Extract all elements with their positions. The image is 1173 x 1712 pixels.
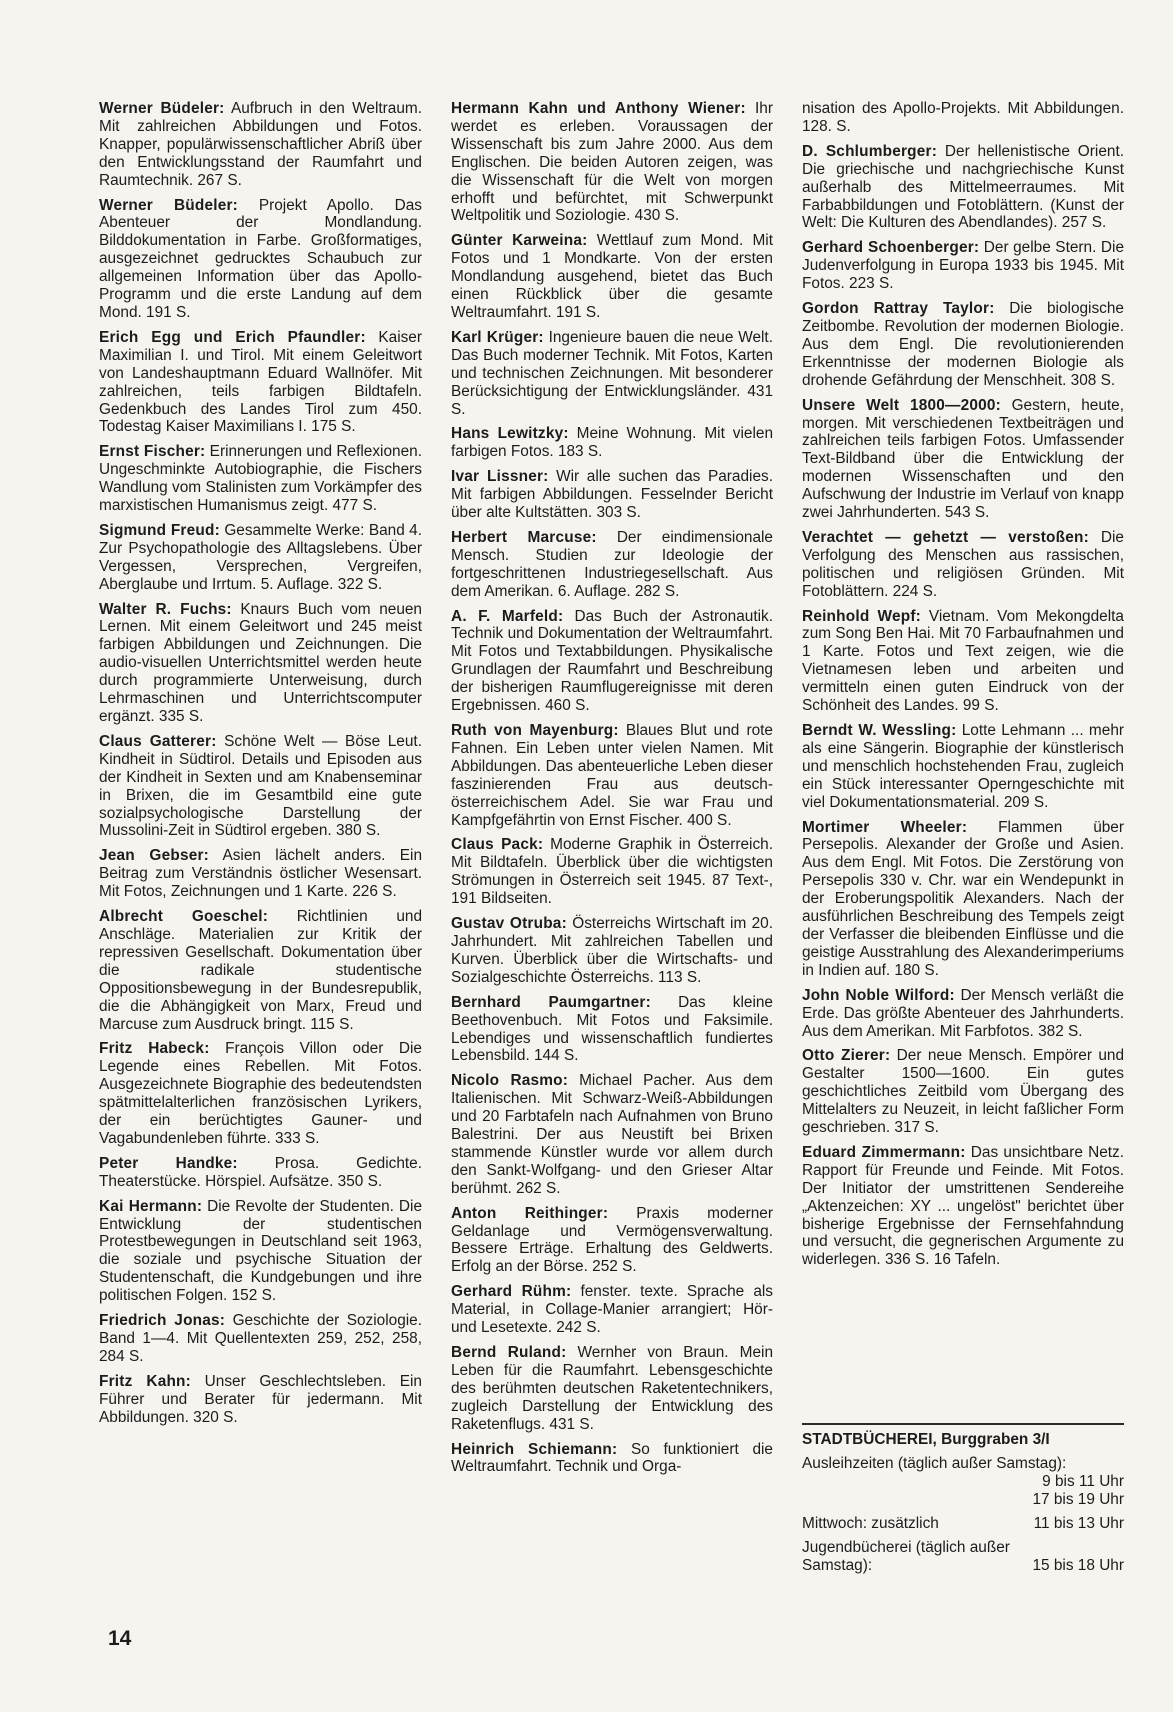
book-description: Michael Pacher. Aus dem Italienischen. Mit Schwarz-Weiß-Abbildungen und 20 Farbtafeln nach Aufnahmen von Bruno Balestrini. Der aus Neustift bei Brixen stammende Künstler wurde vor allem durch den Sankt-Wolfgang- und den Grieser Altar berühmt. 262 S. [451, 1072, 773, 1197]
book-author: Claus Gatterer: [99, 732, 217, 750]
book-description: Erinnerungen und Reflexionen. Ungeschminkte Autobiographie, die Fischers Wandlung vom Stalinisten zum Vorkämpfer des marxistischen Humanismus zeigt. 477 S. [99, 443, 422, 515]
book-entry [802, 987, 1124, 1041]
book-entry [99, 908, 422, 1033]
book-author: Nicolo Rasmo: [451, 1072, 569, 1090]
library-hours-evening: 17 bis 19 Uhr [1032, 1491, 1124, 1508]
page-number: 14 [108, 1627, 132, 1650]
book-author: Ruth von Mayenburg: [451, 722, 619, 739]
book-description: fenster. texte. Sprache als Material, in Collage-Manier arrangiert; Hör- und Lesetexte. 242 S. [451, 1283, 773, 1337]
book-entry [99, 1155, 422, 1191]
book-entry [451, 722, 773, 829]
book-author: Unsere Welt 1800—2000: [802, 396, 1001, 414]
book-entry [451, 915, 773, 987]
book-author: Bernd Ruland: [451, 1344, 567, 1361]
book-author: Gustav Otruba: [451, 915, 567, 933]
book-description: Flammen über Persepolis. Alexander der Große und Asien. Aus dem Engl. Mit Fotos. Die Zerstörung von Persepolis 330 v. Chr. war ein Wendepunkt in der Eroberungspolitik Alexanders. Nach der ausführlichen Beschreibung des Tempels zeigt der Verfasser die bleibenden Einflüsse und die geistige Ausstrahlung des Alexanderimperiums in Indien auf. 180 S. [802, 818, 1124, 979]
book-description: Die Verfolgung des Menschen aus rassischen, politischen und religiösen Gründen. Mit Fotoblättern. 224 S. [802, 528, 1124, 600]
library-wednesday-hours: 11 bis 13 Uhr [1033, 1515, 1124, 1532]
book-description: Der gelbe Stern. Die Judenverfolgung in Europa 1933 bis 1945. Mit Fotos. 223 S. [802, 239, 1125, 293]
book-entry [451, 1072, 773, 1197]
book-entry [99, 329, 422, 436]
book-description: Blaues Blut und rote Fahnen. Ein Leben unter vielen Namen. Mit Abbildungen. Das abenteuerliche Leben dieser faszinierenden Frau aus deutsch-österreichischem Adel. Sie war Frau und Kampfgefährtin von Ernst Fischer. 400 S. [451, 722, 773, 829]
book-author: Claus Pack: [451, 836, 544, 854]
book-author: Verachtet — gehetzt — verstoßen: [802, 528, 1089, 546]
book-entry [451, 1205, 773, 1277]
book-author: Friedrich Jonas: [99, 1312, 226, 1330]
book-description: Das Buch der Astronautik. Technik und Dokumentation der Weltraumfahrt. Mit Fotos und Textabbildungen. Physikalische Grundlagen der Raumfahrt und Beschreibung der bisherigen Raumflugereignisse mit deren Ergebnissen. 460 S. [451, 607, 773, 715]
book-author: Erich Egg und Erich Pfaundler: [99, 328, 366, 346]
book-entry [99, 522, 422, 594]
book-description: Richtlinien und Anschläge. Materialien zur Kritik der repressiven Gesellschaft. Dokumentation über die radikale studentische Oppositionsbewegung in der Bundesrepublik, die die Abhängigkeit von Marx, Freud und Marcuse zum Ausdruck bringt. 115 S. [99, 908, 423, 1033]
book-description: Moderne Graphik in Österreich. Mit Bildtafeln. Überblick über die wichtigsten Strömungen in Österreich seit 1945. 87 Text-, 191 Bildseiten. [451, 836, 773, 908]
book-description: Wernher von Braun. Mein Leben für die Raumfahrt. Lebensgeschichte des berühmten deutschen Raketentechnikers, zugleich Darstellung der Entwicklung des Raketenflugs. 431 S. [451, 1344, 774, 1433]
book-entry [802, 300, 1124, 390]
book-entry [802, 1144, 1124, 1269]
book-description: nisation des Apollo-Projekts. Mit Abbildungen. 128. S. [802, 100, 1124, 135]
book-author: Karl Krüger: [451, 328, 544, 346]
book-description: Knaurs Buch vom neuen Lernen. Mit einem Geleitwort und 245 meist farbigen Abbildungen und Zeichnungen. Die audio-visuellen Unterrichtsmittel werden heute durch programmierte Unterweisung, durch Lehrmaschinen und Unterrichtscomputer ergänzt. 335 S. [99, 600, 422, 725]
book-entry [451, 1283, 773, 1337]
book-description: Der hellenistische Orient. Die griechische und nachgriechische Kunst außerhalb des Mittelmeerraumes. Mit Farbabbildungen und Fotoblättern. (Kunst der Welt: Die Kulturen des Abendlandes). 257 S. [802, 142, 1124, 232]
library-name: STADTBÜCHEREI, [802, 1431, 937, 1448]
book-author: Anton Reithinger: [451, 1204, 609, 1222]
book-author: Herbert Marcuse: [451, 528, 597, 546]
book-description: Die biologische Zeitbombe. Revolution der modernen Biologie. Aus dem Engl. Die revolutionierenden Erkenntnisse der modernen Biologie als drohende Gefährdung der Menschheit. 308 S. [802, 300, 1124, 389]
book-author: Jean Gebser: [99, 847, 209, 865]
book-description: Unser Geschlechtsleben. Ein Führer und Berater für jedermann. Mit Abbildungen. 320 S. [99, 1372, 422, 1426]
book-entry [99, 1198, 422, 1305]
book-entry [451, 1441, 773, 1477]
book-author: Fritz Kahn: [99, 1372, 191, 1390]
library-hours-morning: 9 bis 11 Uhr [1042, 1473, 1124, 1490]
book-description: Der Mensch verläßt die Erde. Das größte Abenteuer des Jahrhunderts. Aus dem Amerikan. Mit Farbfotos. 382 S. [802, 986, 1124, 1040]
library-youth-label: Jugendbücherei (täglich außer Samstag): [802, 1539, 1010, 1574]
book-author: Sigmund Freud: [99, 521, 220, 539]
library-title [802, 1431, 1124, 1449]
book-entry [802, 239, 1124, 293]
book-author: Heinrich Schiemann: [451, 1440, 618, 1458]
book-author: Albrecht Goeschel: [99, 908, 269, 926]
book-entry [451, 836, 773, 908]
column-left [99, 100, 422, 1434]
column-middle [451, 100, 773, 1483]
book-author: Reinhold Wepf: [802, 607, 921, 625]
book-entry [802, 529, 1124, 601]
book-author: Peter Handke: [99, 1154, 238, 1172]
library-info-box [802, 1423, 1124, 1575]
book-author: Bernhard Paumgartner: [451, 993, 651, 1011]
book-entry [451, 468, 773, 522]
book-entry [451, 329, 773, 419]
book-author: Berndt W. Wessling: [802, 722, 957, 739]
book-description: Praxis moderner Geldanlage und Vermögensverwaltung. Bessere Erträge. Erhaltung des Geldwerts. Erfolg an der Börse. 252 S. [451, 1204, 773, 1276]
book-description: Meine Wohnung. Mit vielen farbigen Fotos. 183 S. [451, 425, 774, 461]
book-description: Wettlauf zum Mond. Mit Fotos und 1 Mondkarte. Von der ersten Mondlandung ausgehend, bietet das Buch einen Rückblick über die gesamte Weltraumfahrt. 191 S. [451, 232, 773, 321]
book-author: D. Schlumberger: [802, 142, 938, 160]
book-author: Mortimer Wheeler: [802, 818, 968, 836]
book-author: John Noble Wilford: [802, 986, 955, 1004]
book-description: Das unsichtbare Netz. Rapport für Freunde und Feinde. Mit Fotos. Der Initiator der umstrittenen Sendereihe „Aktenzeichen: XY ... ungelöst" berichtet über bisherige Ergebnisse der Fernsehfahndung und versucht, die gegnerischen Argumente zu widerlegen. 336 S. 16 Tafeln. [802, 1143, 1124, 1269]
library-hours-label: Ausleihzeiten (täglich außer Samstag): [802, 1455, 1067, 1472]
book-description: Die Revolte der Studenten. Die Entwicklung der studentischen Protestbewegungen in Deutschland seit 1963, die soziale und psychische Situation der Studentenschaft, die Kundgebungen und ihre politischen Folgen. 152 S. [99, 1197, 423, 1305]
book-entry [99, 443, 422, 515]
book-entry [99, 1040, 422, 1147]
book-description: Gestern, heute, morgen. Mit verschiedenen Textbeiträgen und zahlreichen teils farbigen Fotos. Umfassender Text-Bildband über die Entwicklung der modernen Wissenschaften und den Aufschwung der Industrie im Verlauf von knapp zwei Jahrhunderten. 543 S. [802, 396, 1124, 522]
book-author: Ivar Lissner: [451, 468, 549, 486]
book-author: Gerhard Rühm: [451, 1283, 572, 1301]
book-author: Werner Büdeler: [99, 100, 225, 117]
book-description: Schöne Welt — Böse Leut. Kindheit in Südtirol. Details und Episoden aus der Kindheit in Sexten und am Knabenseminar in Brixen, die im Gesamtbild eine gute sozialpsychologische Darstellung der Mussolini-Zeit in Südtirol ergeben. 380 S. [99, 732, 422, 840]
book-entry [99, 733, 422, 840]
book-author: Kai Hermann: [99, 1197, 203, 1215]
book-author: Gerhard Schoenberger: [802, 239, 980, 257]
book-description: Geschichte der Soziologie. Band 1—4. Mit Quellentexten 259, 252, 258, 284 S. [99, 1312, 423, 1365]
book-author: Ernst Fischer: [99, 443, 206, 461]
book-description: So funktioniert die Weltraumfahrt. Technik und Orga- [451, 1440, 773, 1476]
column-right [802, 100, 1124, 1276]
book-description: Kaiser Maximilian I. und Tirol. Mit einem Geleitwort von Landeshauptmann Eduard Wallnöfer. Mit zahlreichen, teils farbigen Bildtafeln. Gedenkbuch des Landes Tirol zum 450. Todestag Kaiser Maximilians I. 175 S. [99, 328, 422, 436]
library-wednesday-row [802, 1515, 1124, 1533]
book-description: François Villon oder Die Legende eines Rebellen. Mit Fotos. Ausgezeichnete Biographie des bedeutendsten spätmittelalterlichen französischen Lyrikers, der ein berüchtigtes Gauner- und Vagabundenleben führte. 333 S. [99, 1040, 422, 1147]
book-description: Aufbruch in den Weltraum. Mit zahlreichen Abbildungen und Fotos. Knapper, populärwissenschaftlicher Abriß über den Entwicklungsstand der Raumfahrt und Raumtechnik. 267 S. [99, 100, 423, 189]
book-description: Das kleine Beethovenbuch. Mit Fotos und Faksimile. Lebendiges und wissenschaftlich fundiertes Lebensbild. 144 S. [451, 993, 773, 1065]
book-description: Der neue Mensch. Empörer und Gestalter 1500—1600. Ein gutes geschichtliches Zeitbild vom Übergang des Mittelalters zu Neuzeit, in leicht faßlicher Form geschrieben. 317 S. [802, 1047, 1125, 1137]
book-description: Ingenieure bauen die neue Welt. Das Buch moderner Technik. Mit Fotos, Karten und technischen Zeichnungen. Mit besonderer Berücksichtigung der Entwicklungsländer. 431 S. [451, 328, 773, 418]
book-entry [451, 1344, 773, 1434]
book-description: Wir alle suchen das Paradies. Mit farbigen Abbildungen. Fesselnder Bericht über alte Kultstätten. 303 S. [451, 468, 773, 522]
book-author: Fritz Habeck: [99, 1040, 210, 1058]
book-entry [802, 1047, 1124, 1137]
book-description: Projekt Apollo. Das Abenteuer der Mondlandung. Bilddokumentation in Farbe. Großformatiges, ausgezeichnet gedrucktes Schaubuch zur allgemeinen Information über das Apollo-Programm und die erste Landung auf dem Mond. 191 S. [99, 196, 422, 321]
book-entry [451, 529, 773, 601]
library-wednesday-label: Mittwoch: zusätzlich [802, 1515, 939, 1532]
book-description: Lotte Lehmann ... mehr als eine Sängerin. Biographie der künstlerisch und menschlich hochstehenden Frau, zugleich ein Stück interessanter Operngeschichte mit viel Dokumentationsmaterial. 209 S. [802, 722, 1124, 811]
book-entry [451, 425, 773, 461]
book-description: Ihr werdet es erleben. Voraussagen der Wissenschaft bis zum Jahre 2000. Aus dem Englischen. Die beiden Autoren zeigen, was die Wissenschaft für die Welt von morgen erhofft und befürchtet, mit Schwerpunkt Weltpolitik und Soziologie. 430 S. [451, 100, 773, 225]
book-entry [99, 1312, 422, 1366]
book-entry [99, 1373, 422, 1427]
book-entry [802, 397, 1124, 522]
book-entry [451, 232, 773, 322]
book-entry [451, 994, 773, 1066]
book-author: Eduard Zimmermann: [802, 1143, 966, 1161]
book-entry [802, 143, 1124, 233]
book-entry [99, 197, 422, 322]
library-location: Burggraben 3/I [936, 1431, 1050, 1448]
book-author: Günter Karweina: [451, 232, 588, 250]
book-entry [99, 847, 422, 901]
book-author: Hermann Kahn und Anthony Wiener: [451, 100, 746, 117]
book-description: Vietnam. Vom Mekongdelta zum Song Ben Hai. Mit 70 Farbaufnahmen und 1 Karte. Fotos und Text zeigen, wie die Vietnamesen leben und arbeiten und vermitteln einen guten Eindruck von der Schönheit des Landes. 99 S. [802, 607, 1124, 715]
book-description: Prosa. Gedichte. Theaterstücke. Hörspiel. Aufsätze. 350 S. [99, 1154, 422, 1190]
book-author: Otto Zierer: [802, 1047, 891, 1065]
book-entry [451, 100, 773, 225]
book-author: Walter R. Fuchs: [99, 600, 232, 618]
book-author: A. F. Marfeld: [451, 607, 564, 625]
book-entry [99, 601, 422, 726]
book-entry [99, 100, 422, 190]
book-author: Gordon Rattray Taylor: [802, 300, 995, 318]
book-entry [802, 819, 1124, 980]
book-entry [451, 608, 773, 715]
book-description: Der eindimensionale Mensch. Studien zur Ideologie der fortgeschrittenen Industriegesellschaft. Aus dem Amerikan. 6. Auflage. 282 S. [451, 528, 773, 600]
book-author: Hans Lewitzky: [451, 425, 569, 443]
book-description: Gesammelte Werke: Band 4. Zur Psychopathologie des Alltagslebens. Über Vergessen, Versprechen, Vergreifen, Aberglaube und Irrtum. 5. Auflage. 322 S. [99, 521, 422, 593]
book-description: Österreichs Wirtschaft im 20. Jahrhundert. Mit zahlreichen Tabellen und Kurven. Überblick über die Wirtschafts- und Sozialgeschichte Österreichs. 113 S. [451, 915, 773, 986]
book-entry [802, 722, 1124, 812]
book-entry [802, 608, 1124, 715]
book-author: Werner Büdeler: [99, 196, 239, 214]
book-description: Asien lächelt anders. Ein Beitrag zum Verständnis östlicher Wesensart. Mit Fotos, Zeichnungen und 1 Karte. 226 S. [99, 847, 423, 901]
book-entry [802, 100, 1124, 136]
library-youth-hours: 15 bis 18 Uhr [1032, 1557, 1124, 1574]
